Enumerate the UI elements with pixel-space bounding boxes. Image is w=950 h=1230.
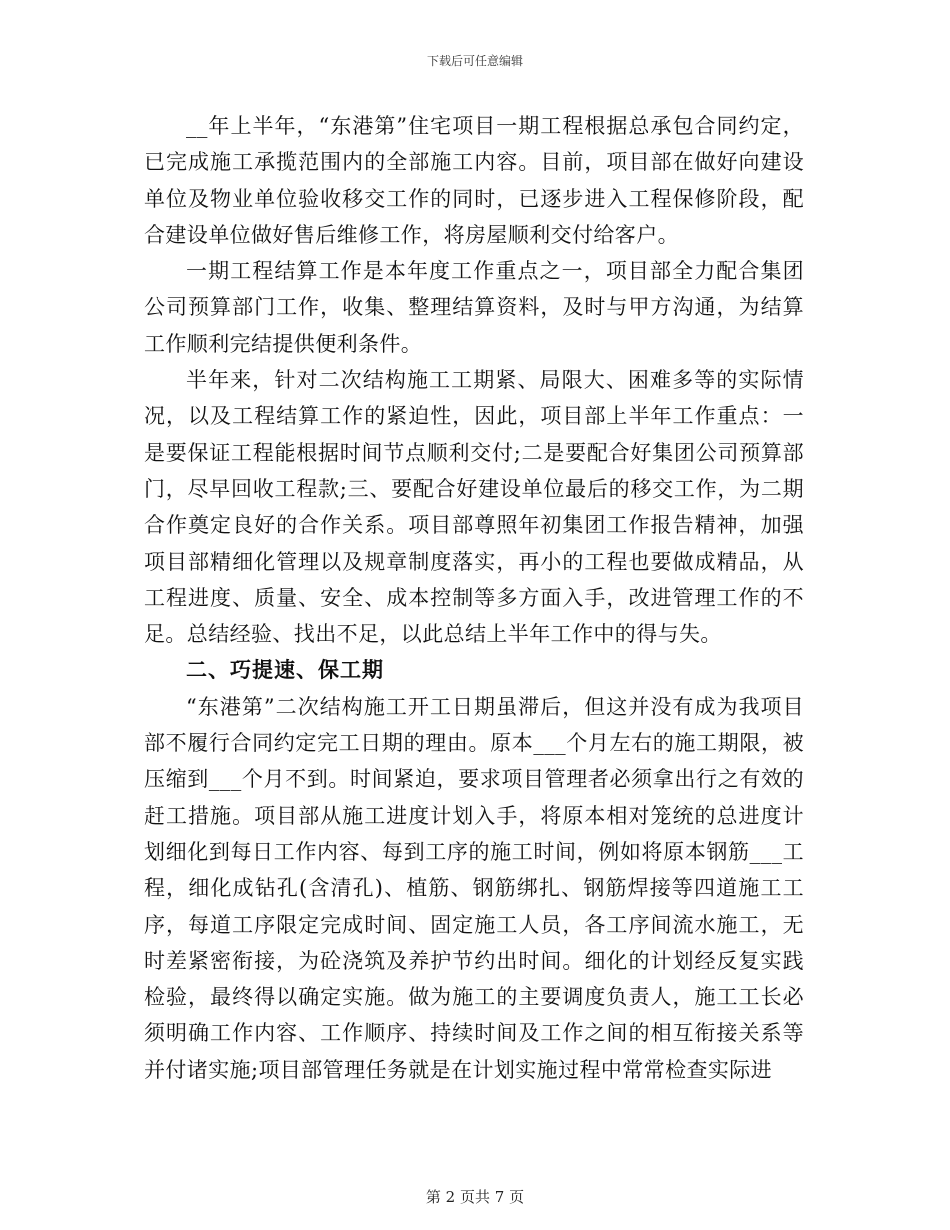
section-paragraph: “东港第”二次结构施工开工日期虽滞后，但这并没有成为我项目部不履行合同约定完工日期的理由。原本___个月左右的施工期限，被压缩到___个月不到。时间紧迫，要求项目管理者必须拿出行之有效的赶工措施。项目部从施工进度计划入手，将原本相对笼统的总进度计划细化到每日工作内容、每到工序的施工时间，例如将原本钢筋___工程，细化成钻孔(含清孔)、植筋、钢筋绑扎、钢筋焊接等四道施工工序，每道工序限定完成时间、固定施工人员，各工序间流水施工，无时差紧密衔接，为砼浇筑及养护节约出时间。细化的计划经反复实践检验，最终得以确定实施。做为施工的主要调度负责人，施工工长必须明确工作内容、工作顺序、持续时间及工作之间的相互衔接关系等并付诸实施;项目部管理任务就是在计划实施过程中常常检查实际进 [144, 694, 804, 1082]
paragraph-2: 一期工程结算工作是本年度工作重点之一，项目部全力配合集团公司预算部门工作，收集、整理结算资料，及时与甲方沟通，为结算工作顺利完结提供便利条件。 [144, 259, 804, 356]
document-body [144, 108, 804, 1088]
paragraph-3: 半年来，针对二次结构施工工期紧、局限大、困难多等的实际情况，以及工程结算工作的紧迫性，因此，项目部上半年工作重点：一是要保证工程能根据时间节点顺利交付;二是要配合好集团公司预算部门，尽早回收工程款;三、要配合好建设单位最后的移交工作，为二期合作奠定良好的合作关系。项目部尊照年初集团工作报告精神，加强项目部精细化管理以及规章制度落实，再小的工程也要做成精品，从工程进度、质量、安全、成本控制等多方面入手，改进管理工作的不足。总结经验、找出不足，以此总结上半年工作中的得与失。 [144, 368, 804, 647]
paragraph-1: __年上半年，“东港第”住宅项目一期工程根据总承包合同约定，已完成施工承揽范围内的全部施工内容。目前，项目部在做好向建设单位及物业单位验收移交工作的同时，已逐步进入工程保修阶段，配合建设单位做好售后维修工作，将房屋顺利交付给客户。 [144, 114, 804, 247]
page-header: 下载后可任意编辑 [426, 54, 523, 68]
page-number-footer: 第 2 页共 7 页 [425, 1188, 525, 1206]
section-heading: 二、巧提速、保工期 [186, 658, 384, 683]
